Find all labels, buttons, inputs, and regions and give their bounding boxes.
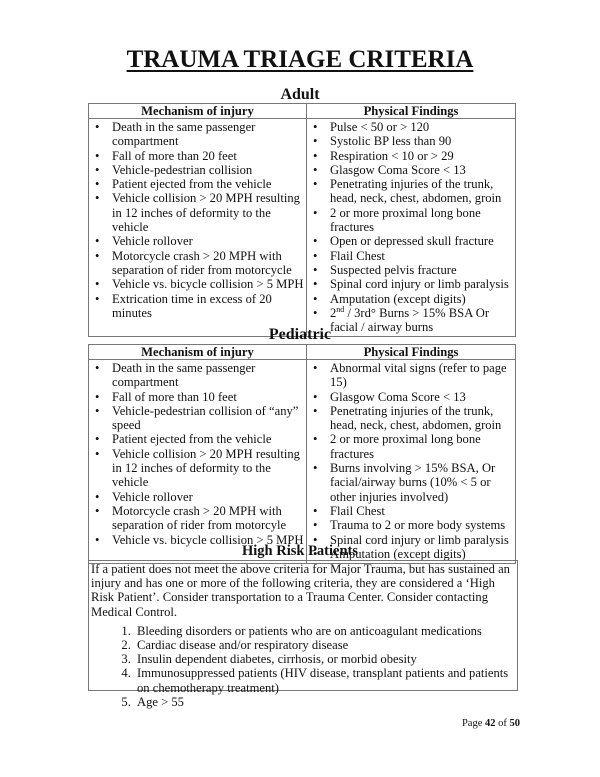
list-item: • Extrication time in excess of 20 minutes (89, 292, 306, 321)
list-item: • Patient ejected from the vehicle (89, 432, 306, 446)
high-risk-list (91, 624, 515, 709)
list-item: • Motorcycle crash > 20 MPH with separation of rider from motorcycle (89, 249, 306, 278)
list-item: • Vehicle rollover (89, 490, 306, 504)
adult-findings-header: Physical Findings (307, 104, 516, 119)
page-title: TRAUMA TRIAGE CRITERIA (126, 46, 474, 73)
list-item: • Glasgow Coma Score < 13 (307, 163, 515, 177)
list-item: • Patient ejected from the vehicle (89, 177, 306, 191)
pediatric-heading: Pediatric (268, 326, 332, 343)
list-item: • Fall of more than 10 feet (89, 390, 306, 404)
list-item: • Open or depressed skull fracture (307, 234, 515, 248)
list-item: • Vehicle-pedestrian collision (89, 163, 306, 177)
list-item: • Penetrating injuries of the trunk, head, neck, chest, abdomen, groin (307, 177, 515, 206)
list-item: 2. Cardiac disease and/or respiratory disease (134, 638, 515, 652)
list-item: • Death in the same passenger compartment (89, 361, 306, 390)
adult-mechanism-header: Mechanism of injury (89, 104, 307, 119)
list-item: 1. Bleeding disorders or patients who are on anticoagulant medications (134, 624, 515, 638)
list-item: • Systolic BP less than 90 (307, 134, 515, 148)
list-item: • Burns involving > 15% BSA, Or facial/airway burns (10% < 5 or other injuries involved) (307, 461, 515, 504)
list-item: 3. Insulin dependent diabetes, cirrhosis, or morbid obesity (134, 652, 515, 666)
list-item: • Amputation (except digits) (307, 292, 515, 306)
list-item: • Suspected pelvis fracture (307, 263, 515, 277)
list-item: • Vehicle collision > 20 MPH resulting in 12 inches of deformity to the vehicle (89, 447, 306, 490)
list-item: • Amputation (except digits) (307, 547, 515, 561)
list-item: • Spinal cord injury or limb paralysis (307, 277, 515, 291)
list-item: • 2 or more proximal long bone fractures (307, 432, 515, 461)
list-item: • Trauma to 2 or more body systems (307, 518, 515, 532)
list-item: • Flail Chest (307, 249, 515, 263)
high-risk-heading: High Risk Patients (241, 543, 358, 559)
list-item: • Glasgow Coma Score < 13 (307, 390, 515, 404)
list-item: • Flail Chest (307, 504, 515, 518)
list-item: 4. Immunosuppressed patients (HIV disease, transplant patients and patients on chemotherapy treatment) (134, 666, 515, 694)
adult-findings-list (307, 120, 515, 334)
list-item: • Respiration < 10 or > 29 (307, 149, 515, 163)
list-item: • Vehicle vs. bicycle collision > 5 MPH (89, 533, 306, 547)
page-number: Page 42 of 50 (461, 718, 520, 729)
pediatric-table (88, 344, 516, 564)
list-item: • Vehicle-pedestrian collision of “any” speed (89, 404, 306, 433)
list-item: • Penetrating injuries of the trunk, head, neck, chest, abdomen, groin (307, 404, 515, 433)
list-item: • Pulse < 50 or > 120 (307, 120, 515, 134)
high-risk-intro: If a patient does not meet the above criteria for Major Trauma, but has sustained an injury and has one or more of the following criteria, they are considered a ‘High Risk Patient’. Consider transportation to a Trauma Center. Consider contacting Medical Control. (91, 562, 510, 619)
adult-heading: Adult (280, 86, 320, 103)
burns-text-rest: / 3rd° Burns > 15% BSA Or facial / airway burns (330, 305, 490, 335)
adult-table (88, 103, 516, 337)
burns-text: 2 (330, 305, 337, 320)
pediatric-mechanism-header: Mechanism of injury (89, 345, 307, 360)
list-item: • Vehicle rollover (89, 234, 306, 248)
list-item: • Spinal cord injury or limb paralysis (307, 533, 515, 547)
list-item: • Death in the same passenger compartment (89, 120, 306, 149)
adult-mechanism-list (89, 120, 306, 320)
burns-sup: nd (336, 304, 345, 314)
list-item: • Motorcycle crash > 20 MPH with separation of rider from motorcyle (89, 504, 306, 533)
list-item: • Fall of more than 20 feet (89, 149, 306, 163)
list-item: 5. Age > 55 (134, 695, 515, 709)
pediatric-findings-list (307, 361, 515, 561)
list-item: • Vehicle collision > 20 MPH resulting in 12 inches of deformity to the vehicle (89, 191, 306, 234)
list-item: • Abnormal vital signs (refer to page 15) (307, 361, 515, 390)
pediatric-mechanism-list (89, 361, 306, 547)
pediatric-findings-header: Physical Findings (307, 345, 516, 360)
list-item: • Vehicle vs. bicycle collision > 5 MPH (89, 277, 306, 291)
high-risk-box (88, 560, 518, 709)
list-item: • 2 or more proximal long bone fractures (307, 206, 515, 235)
